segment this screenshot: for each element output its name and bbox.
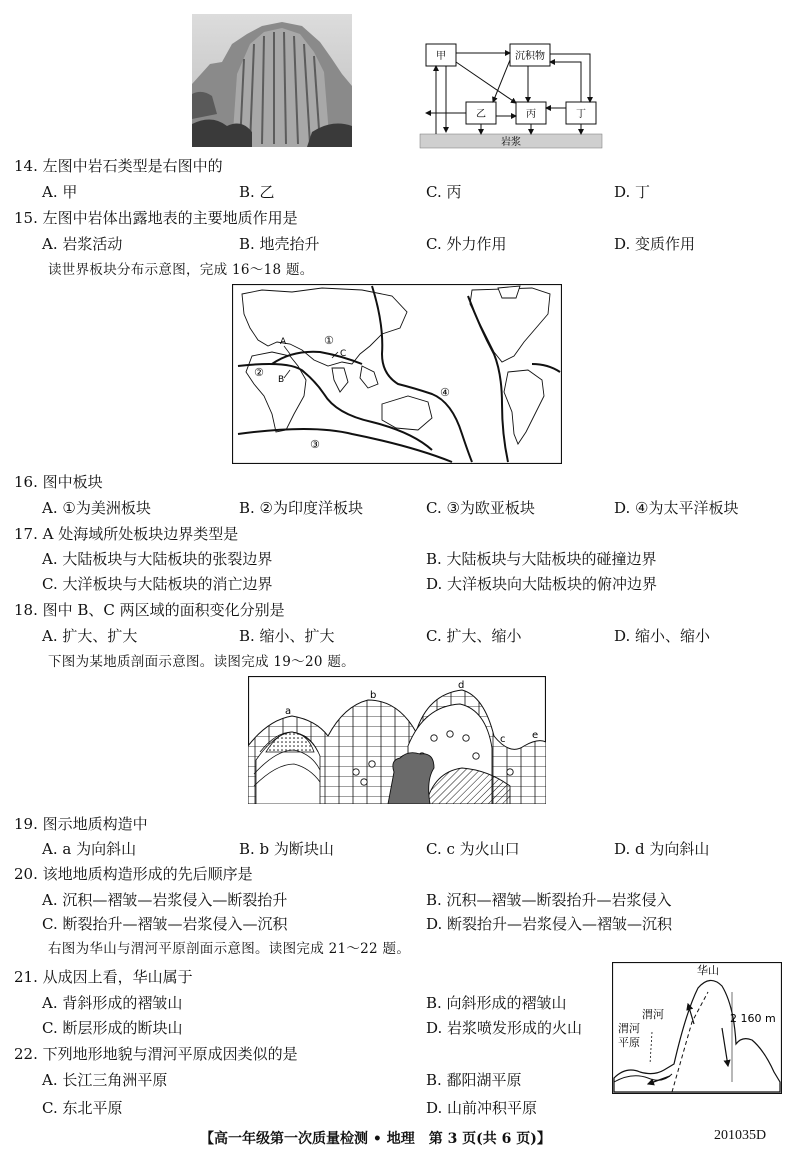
plate-3-label: ③ xyxy=(310,438,320,451)
q19-option-c[interactable]: C. c 为火山口 xyxy=(426,840,520,858)
page-footer-code: 201035D xyxy=(714,1128,767,1143)
huashan-label: 华山 xyxy=(697,964,719,977)
intro-21-22: 右图为华山与渭河平原剖面示意图。读图完成 21～22 题。 xyxy=(48,941,411,957)
q17-option-b[interactable]: B. 大陆板块与大陆板块的碰撞边界 xyxy=(426,550,657,568)
region-c-label: C xyxy=(340,349,347,359)
geological-section-diagram xyxy=(248,676,546,804)
q19-option-a[interactable]: A. a 为向斜山 xyxy=(42,840,137,858)
svg-text:丁: 丁 xyxy=(576,109,586,120)
rock-photo xyxy=(192,14,352,147)
q18-option-d[interactable]: D. 缩小、缩小 xyxy=(614,627,711,645)
label-e: e xyxy=(532,730,539,741)
q22-option-a[interactable]: A. 长江三角洲平原 xyxy=(42,1071,168,1089)
q14-option-b[interactable]: B. 乙 xyxy=(239,183,275,201)
question-14-stem: 14. 左图中岩石类型是右图中的 xyxy=(14,157,223,175)
q21-option-a[interactable]: A. 背斜形成的褶皱山 xyxy=(42,994,183,1012)
q16-option-a[interactable]: A. ①为美洲板块 xyxy=(42,499,151,517)
q22-option-b[interactable]: B. 鄱阳湖平原 xyxy=(426,1071,522,1089)
svg-text:沉积物: 沉积物 xyxy=(515,51,545,62)
rock-cycle-diagram xyxy=(418,40,604,150)
q22-option-d[interactable]: D. 山前冲积平原 xyxy=(426,1099,538,1117)
label-c: c xyxy=(500,734,506,745)
svg-text:丙: 丙 xyxy=(526,109,536,120)
q15-option-d[interactable]: D. 变质作用 xyxy=(614,235,696,253)
q14-option-a[interactable]: A. 甲 xyxy=(42,183,78,201)
q21-option-d[interactable]: D. 岩浆喷发形成的火山 xyxy=(426,1019,583,1037)
q20-option-c[interactable]: C. 断裂抬升—褶皱—岩浆侵入—沉积 xyxy=(42,915,288,933)
q20-option-a[interactable]: A. 沉积—褶皱—岩浆侵入—断裂抬升 xyxy=(42,891,288,909)
question-17-stem: 17. A 处海域所处板块边界类型是 xyxy=(14,525,239,543)
q14-option-d[interactable]: D. 丁 xyxy=(614,183,651,201)
q18-option-c[interactable]: C. 扩大、缩小 xyxy=(426,627,522,645)
svg-text:甲: 甲 xyxy=(436,51,446,62)
q21-option-b[interactable]: B. 向斜形成的褶皱山 xyxy=(426,994,567,1012)
question-15-stem: 15. 左图中岩体出露地表的主要地质作用是 xyxy=(14,209,298,227)
world-plate-map xyxy=(232,284,562,464)
q19-option-b[interactable]: B. b 为断块山 xyxy=(239,840,334,858)
question-20-stem: 20. 该地地质构造形成的先后顺序是 xyxy=(14,865,253,883)
q22-option-c[interactable]: C. 东北平原 xyxy=(42,1099,123,1117)
svg-text:乙: 乙 xyxy=(476,109,486,120)
q16-option-d[interactable]: D. ④为太平洋板块 xyxy=(614,499,739,517)
label-a: a xyxy=(285,706,292,717)
weihe-plain-label-line2: 平原 xyxy=(618,1036,640,1049)
q19-option-d[interactable]: D. d 为向斜山 xyxy=(614,840,710,858)
question-16-stem: 16. 图中板块 xyxy=(14,473,103,491)
height-label: 2 160 m xyxy=(730,1012,776,1025)
label-d: d xyxy=(458,680,465,691)
intro-16-18: 读世界板块分布示意图，完成 16～18 题。 xyxy=(48,262,314,278)
huashan-profile-diagram xyxy=(612,962,782,1094)
question-19-stem: 19. 图示地质构造中 xyxy=(14,815,148,833)
region-b-label: B xyxy=(278,375,285,385)
q17-option-d[interactable]: D. 大洋板块向大陆板块的俯冲边界 xyxy=(426,575,658,593)
intro-19-20: 下图为某地质剖面示意图。读图完成 19～20 题。 xyxy=(48,654,355,670)
q17-option-c[interactable]: C. 大洋板块与大陆板块的消亡边界 xyxy=(42,575,273,593)
region-a-label: A xyxy=(280,337,287,347)
q14-option-c[interactable]: C. 丙 xyxy=(426,183,462,201)
question-18-stem: 18. 图中 B、C 两区域的面积变化分别是 xyxy=(14,601,285,619)
question-22-stem: 22. 下列地形地貌与渭河平原成因类似的是 xyxy=(14,1045,298,1063)
q16-option-b[interactable]: B. ②为印度洋板块 xyxy=(239,499,364,517)
question-21-stem: 21. 从成因上看，华山属于 xyxy=(14,968,193,986)
magma-label: 岩浆 xyxy=(501,137,521,148)
q15-option-b[interactable]: B. 地壳抬升 xyxy=(239,235,320,253)
q20-option-d[interactable]: D. 断裂抬升—岩浆侵入—褶皱—沉积 xyxy=(426,915,673,933)
q18-option-b[interactable]: B. 缩小、扩大 xyxy=(239,627,335,645)
plate-4-label: ④ xyxy=(440,386,450,399)
q16-option-c[interactable]: C. ③为欧亚板块 xyxy=(426,499,535,517)
page-footer-title: 【高一年级第一次质量检测 • 地理 第 3 页(共 6 页)】 xyxy=(200,1131,551,1147)
q17-option-a[interactable]: A. 大陆板块与大陆板块的张裂边界 xyxy=(42,550,273,568)
q15-option-c[interactable]: C. 外力作用 xyxy=(426,235,507,253)
q18-option-a[interactable]: A. 扩大、扩大 xyxy=(42,627,138,645)
plate-2-label: ② xyxy=(254,366,264,379)
q15-option-a[interactable]: A. 岩浆活动 xyxy=(42,235,123,253)
weihe-plain-label-line1: 渭河 xyxy=(618,1022,640,1035)
weihe-river-label: 渭河 xyxy=(642,1008,664,1021)
plate-1-label: ① xyxy=(324,334,334,347)
q21-option-c[interactable]: C. 断层形成的断块山 xyxy=(42,1019,183,1037)
q20-option-b[interactable]: B. 沉积—褶皱—断裂抬升—岩浆侵入 xyxy=(426,891,672,909)
label-b: b xyxy=(370,690,377,701)
